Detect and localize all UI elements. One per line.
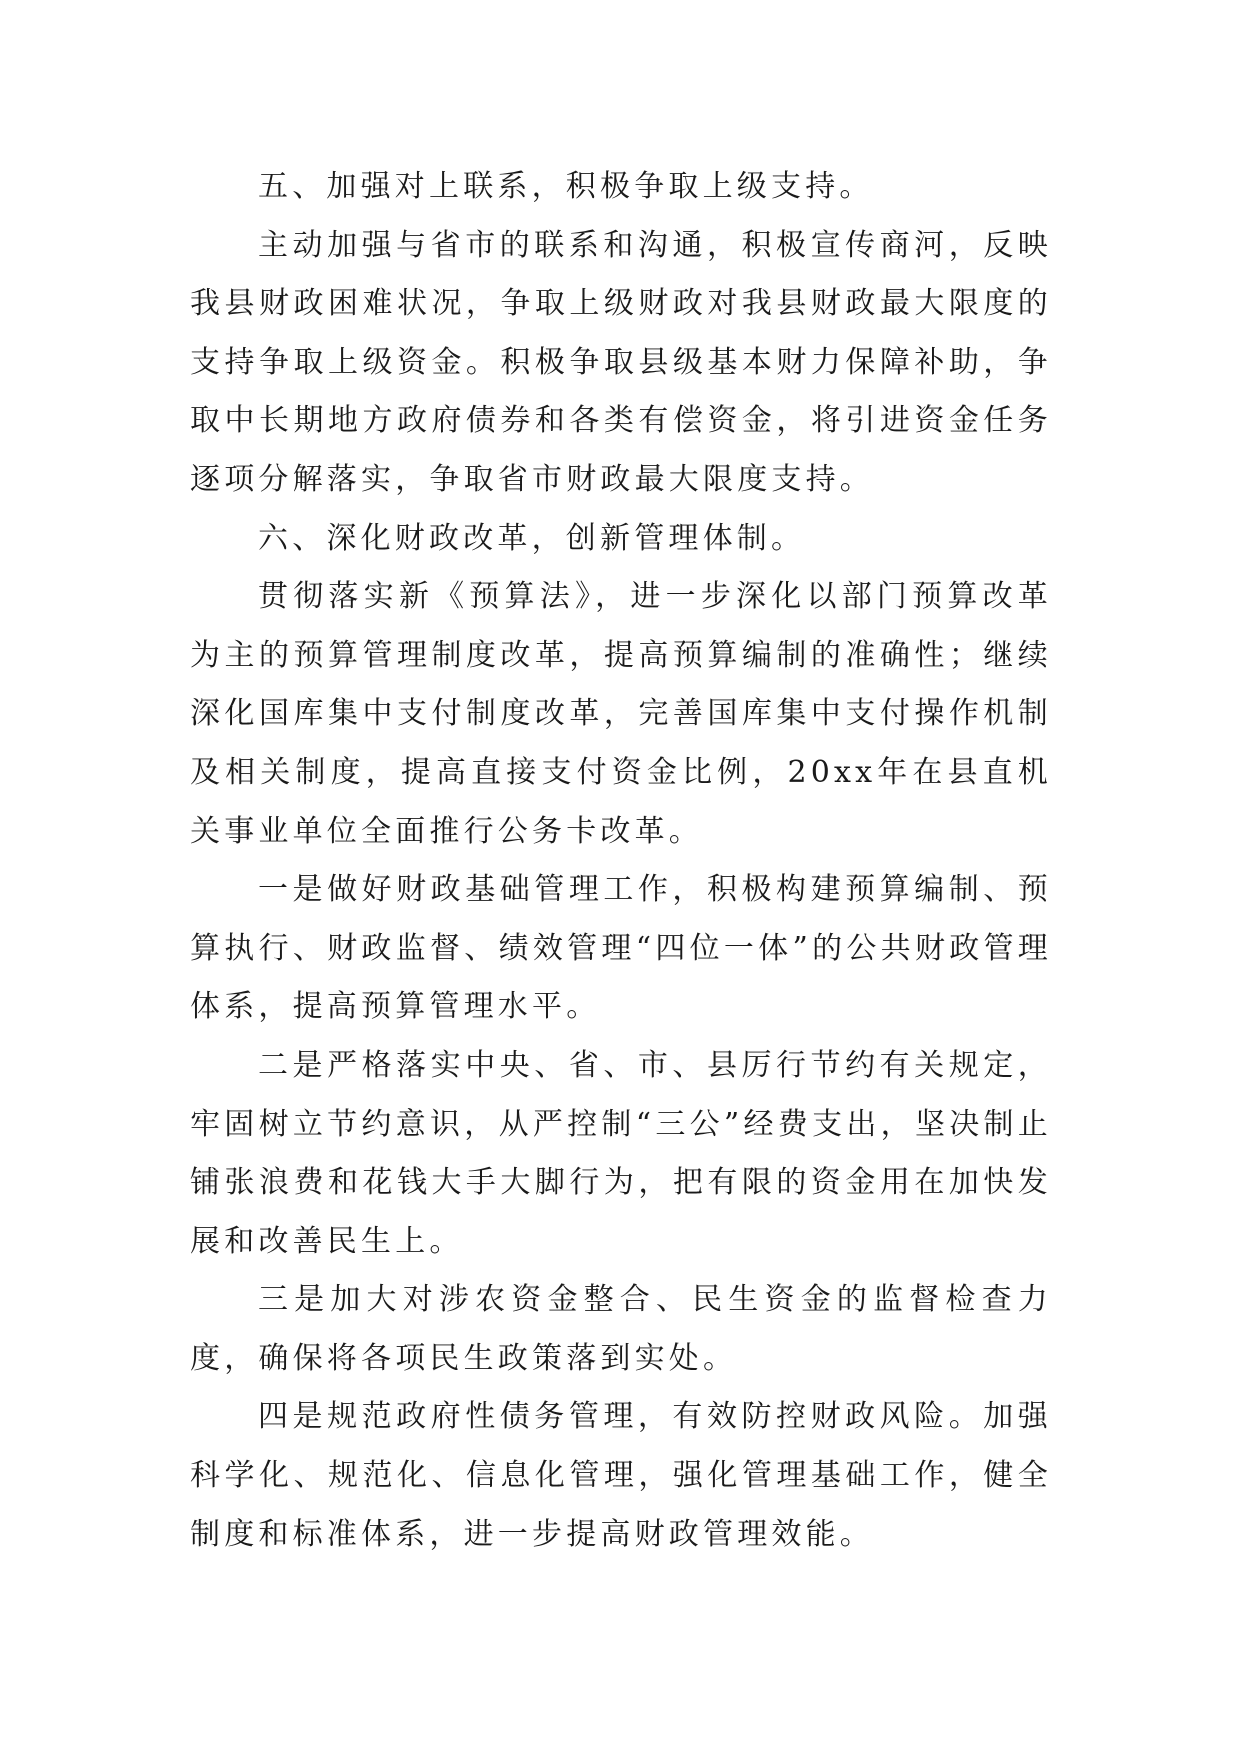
section-heading-6: 六、深化财政改革，创新管理体制。 <box>258 520 806 556</box>
body-paragraph: 四是规范政府性债务管理，有效防控财政风险。加强科学化、规范化、信息化管理，强化管理基础工作，健全制度和标准体系，进一步提高财政管理效能。 <box>190 1399 1052 1552</box>
body-paragraph: 三是加大对涉农资金整合、民生资金的监督检查力度，确保将各项民生政策落到实处。 <box>190 1282 1052 1376</box>
body-paragraph: 一是做好财政基础管理工作，积极构建预算编制、预算执行、财政监督、绩效管理“四位一体”的公共财政管理体系，提高预算管理水平。 <box>190 872 1052 1025</box>
body-paragraph: 主动加强与省市的联系和沟通，积极宣传商河，反映我县财政困难状况，争取上级财政对我县财政最大限度的支持争取上级资金。积极争取县级基本财力保障补助，争取中长期地方政府债券和各类有偿资金，将引进资金任务逐项分解落实，争取省市财政最大限度支持。 <box>190 227 1052 497</box>
body-paragraph: 贯彻落实新《预算法》，进一步深化以部门预算改革为主的预算管理制度改革，提高预算编制的准确性；继续深化国库集中支付制度改革，完善国库集中支付操作机制及相关制度，提高直接支付资金比例，20xx年在县直机关事业单位全面推行公务卡改革。 <box>190 579 1052 849</box>
section-heading-5: 五、加强对上联系，积极争取上级支持。 <box>258 169 874 204</box>
document-body <box>190 158 1052 1564</box>
body-paragraph: 二是严格落实中央、省、市、县厉行节约有关规定，牢固树立节约意识，从严控制“三公”经费支出，坚决制止铺张浪费和花钱大手大脚行为，把有限的资金用在加快发展和改善民生上。 <box>190 1047 1052 1259</box>
